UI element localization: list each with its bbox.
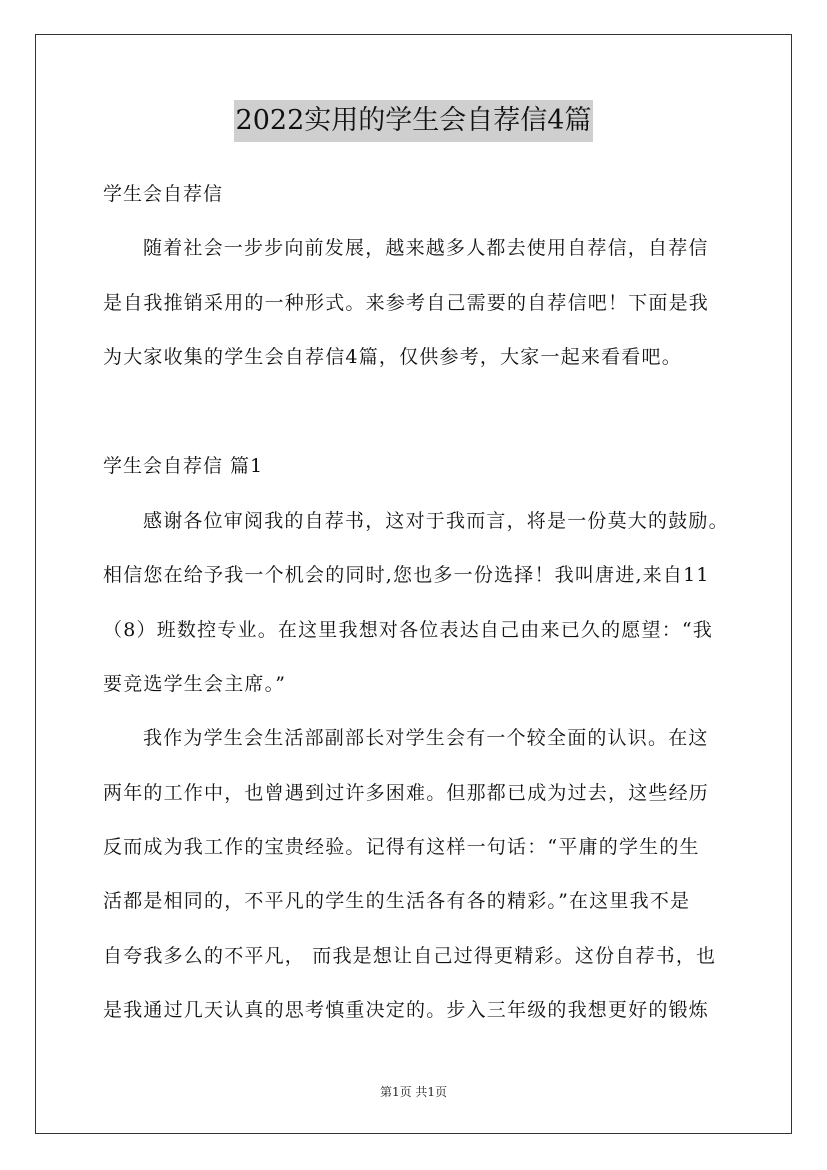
paragraph-line: 相信您在给予我一个机会的同时,您也多一份选择！我叫唐进,来自11 <box>103 564 710 586</box>
paragraph-line: 是自我推销采用的一种形式。来参考自己需要的自荐信吧！下面是我 <box>103 292 710 314</box>
paragraph-line: 随着社会一步步向前发展，越来越多人都去使用自荐信，自荐信 <box>143 237 709 259</box>
page-number-footer: 第1页 共1页 <box>379 1085 448 1099</box>
paragraph-line: 是我通过几天认真的思考慎重决定的。步入三年级的我想更好的锻炼 <box>103 999 710 1021</box>
section-heading-part-1: 学生会自荐信 篇1 <box>103 455 264 477</box>
paragraph-line: （8）班数控专业。在这里我想对各位表达自己由来已久的愿望：“我 <box>103 619 714 641</box>
paragraph-line: 我作为学生会生活部副部长对学生会有一个较全面的认识。在这 <box>143 727 709 749</box>
paragraph-line: 反而成为我工作的宝贵经验。记得有这样一句话：“平庸的学生的生 <box>103 836 700 858</box>
paragraph-line: 自夸我多么的不平凡， 而我是想让自己过得更精彩。这份自荐书，也 <box>103 945 717 967</box>
document-title: 2022实用的学生会自荐信4篇 <box>234 100 594 142</box>
paragraph-line: 两年的工作中，也曾遇到过许多困难。但那都已成为过去，这些经历 <box>103 782 710 804</box>
title-container <box>0 100 827 142</box>
paragraph-line: 要竞选学生会主席。” <box>103 673 287 695</box>
paragraph-line: 感谢各位审阅我的自荐书，这对于我而言，将是一份莫大的鼓励。 <box>143 510 729 532</box>
section-heading-intro: 学生会自荐信 <box>103 183 224 205</box>
paragraph-line: 活都是相同的，不平凡的学生的生活各有各的精彩。”在这里我不是 <box>103 890 691 912</box>
paragraph-line: 为大家收集的学生会自荐信4篇，仅供参考，大家一起来看看吧。 <box>103 346 682 368</box>
